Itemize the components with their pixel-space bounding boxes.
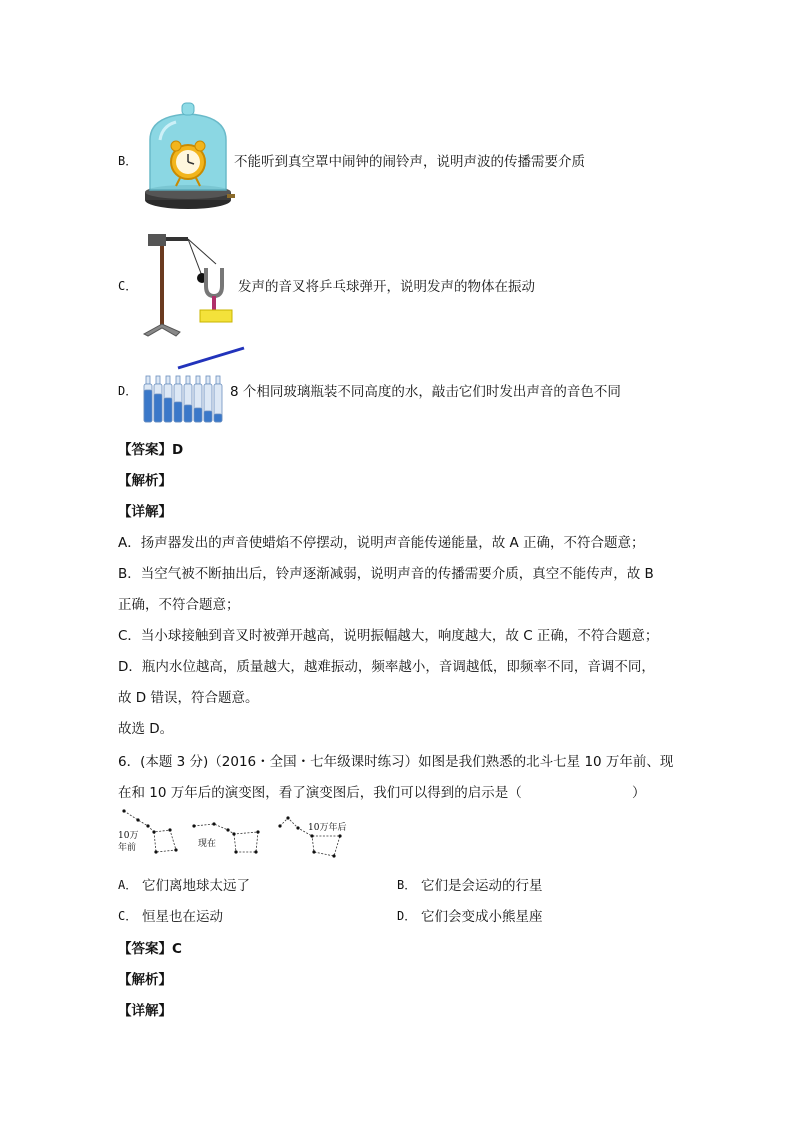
q6-stem-line-1: 6．(本题 3 分)（2016・全国・七年级课时练习）如图是我们熟悉的北斗七星 10 万年前、现 <box>118 754 674 770</box>
q6-answer: 【答案】C <box>118 941 182 957</box>
q6-detail-label: 【详解】 <box>118 1003 172 1019</box>
figure-label-now: 现在 <box>198 839 217 849</box>
option-d-text: 8 个相同玻璃瓶装不同高度的水，敲击它们时发出声音的音色不同 <box>230 384 621 400</box>
q6-option-d-text: 它们会变成小熊星座 <box>421 909 543 925</box>
q5-detail-line: D．瓶内水位越高，质量越大，越难振动，频率越小，音调越低，即频率不同，音调不同， <box>118 659 655 675</box>
q6-option-c-letter: C． <box>118 909 138 923</box>
q5-detail-line: B．当空气被不断抽出后，铃声逐渐减弱，说明声音的传播需要介质，真空不能传声，故 B <box>118 566 654 582</box>
q6-analysis-label: 【解析】 <box>118 972 172 988</box>
option-c-text: 发声的音叉将乒乓球弹开，说明发声的物体在振动 <box>238 279 535 295</box>
eight-bottles-image <box>144 374 228 424</box>
option-b-letter: B． <box>118 154 138 168</box>
q6-option-b-text: 它们是会运动的行星 <box>421 878 543 894</box>
q6-option-a-letter: A． <box>118 878 138 892</box>
q5-detail-line: 正确，不符合题意； <box>118 597 240 613</box>
q6-option-b-letter: B． <box>397 878 417 892</box>
q6-answer-blank-close: ） <box>632 785 646 801</box>
bell-jar-alarm-clock-image <box>142 100 234 212</box>
q5-detail-label: 【详解】 <box>118 504 172 520</box>
q6-stem-line-2: 在和 10 万年后的演变图，看了演变图后，我们可以得到的启示是（ <box>118 785 522 801</box>
figure-label-after: 10万年后 <box>308 823 347 833</box>
big-dipper-evolution-figure <box>118 806 358 862</box>
option-d-letter: D． <box>118 384 138 398</box>
q5-conclusion: 故选 D。 <box>118 721 174 737</box>
q6-option-d-letter: D． <box>397 909 417 923</box>
q6-option-a-text: 它们离地球太远了 <box>142 878 250 894</box>
figure-label-before: 年前 <box>118 843 137 853</box>
q5-answer: 【答案】D <box>118 442 184 458</box>
figure-label-10w: 10万 <box>118 831 139 841</box>
option-c-letter: C． <box>118 279 138 293</box>
q5-detail-line: C．当小球接触到音叉时被弹开越高，说明振幅越大，响度越大，故 C 正确，不符合题意； <box>118 628 659 644</box>
q5-detail-line: 故 D 错误，符合题意。 <box>118 690 259 706</box>
q6-option-c-text: 恒星也在运动 <box>142 909 223 925</box>
q5-analysis-label: 【解析】 <box>118 473 172 489</box>
tuning-fork-pendulum-image <box>140 226 238 348</box>
option-b-text: 不能听到真空罩中闹钟的闹铃声，说明声波的传播需要介质 <box>234 154 585 170</box>
q5-detail-line: A．扬声器发出的声音使蜡焰不停摆动，说明声音能传递能量，故 A 正确，不符合题意； <box>118 535 645 551</box>
